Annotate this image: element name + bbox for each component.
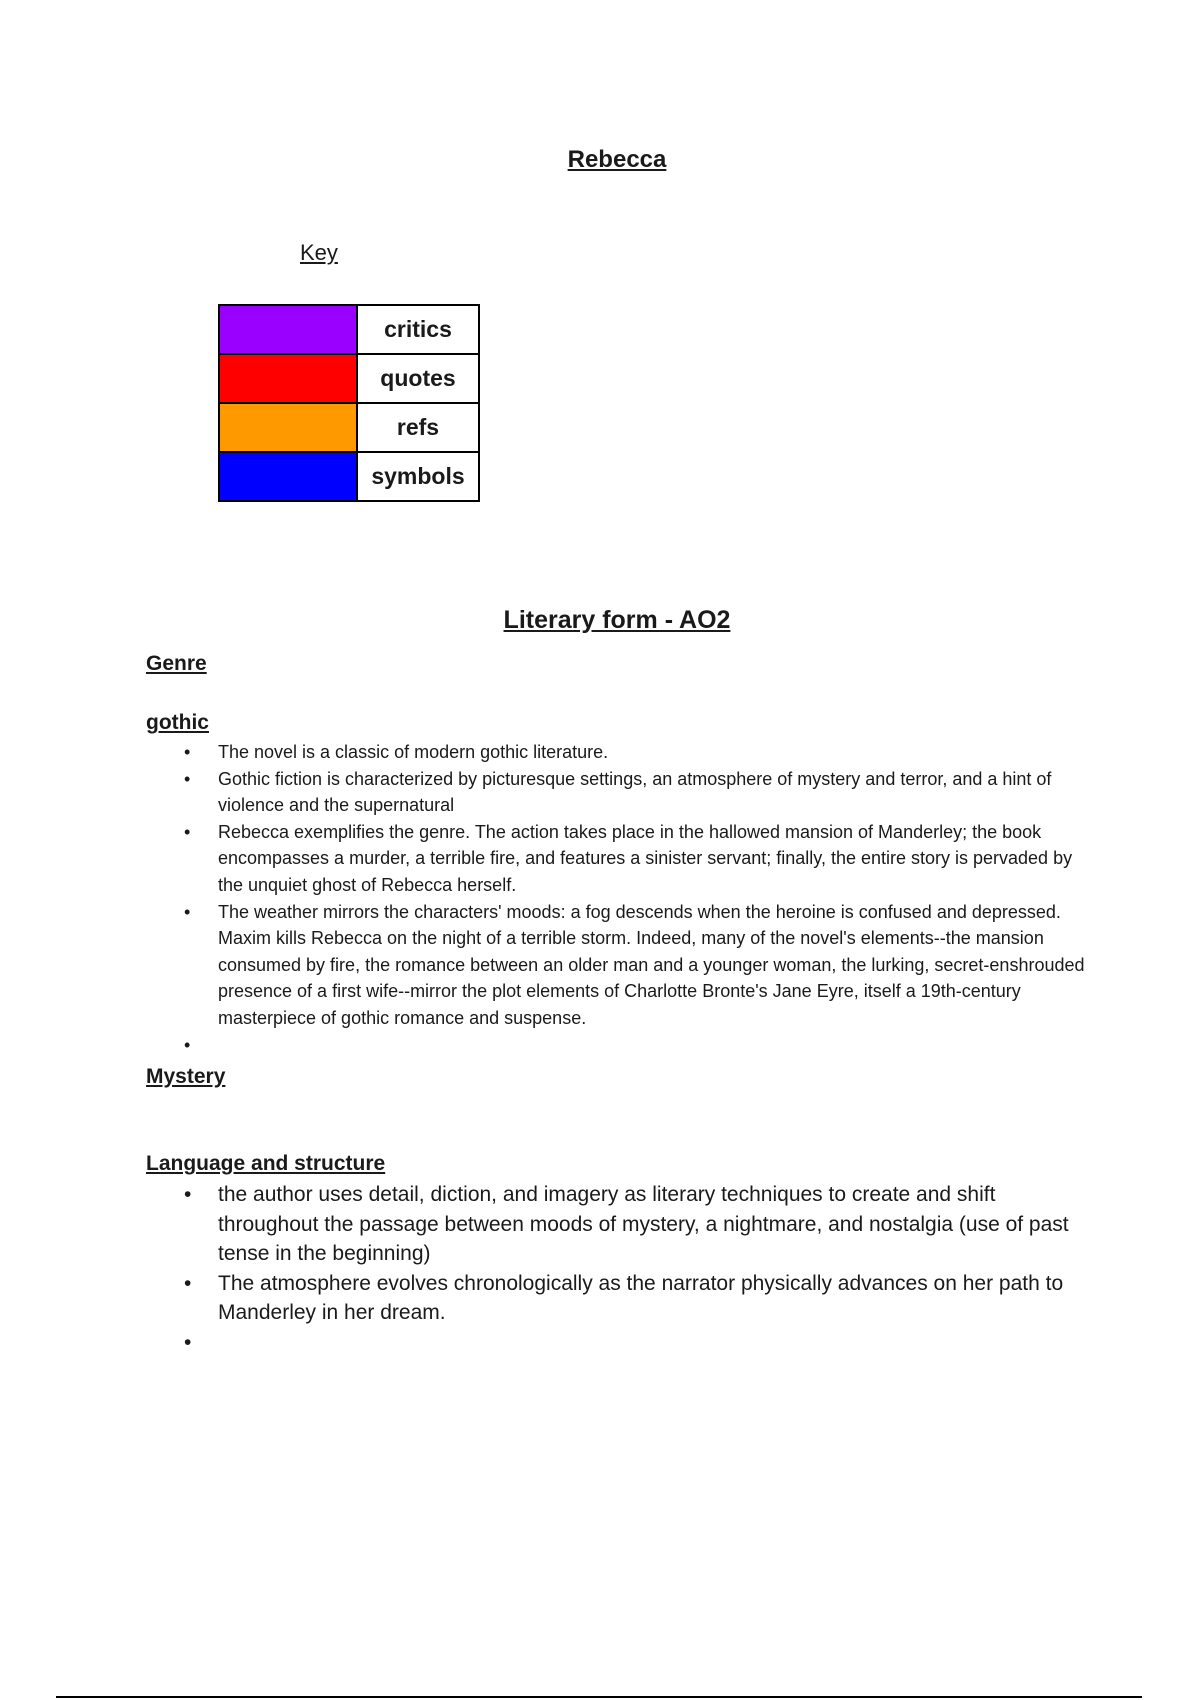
color-swatch-quotes — [219, 354, 357, 403]
list-item-text: Gothic fiction is characterized by picturesque settings, an atmosphere of mystery and terror, and a hint of violence and the supernatural — [218, 768, 1052, 816]
list-item-text: The weather mirrors the characters' moods: a fog descends when the heroine is confused and depressed. Maxim kills Rebecca on the night of a terrible storm. Indeed, many of the novel's elements--the mansion consumed by fire, the romance between an older man and a younger woman, the lurking, secret-enshrouded presence of a first wife--mirror the plot elements of Charlotte Bronte's Jane Eyre, itself a 19th-century masterpiece of gothic romance and suspense. — [218, 901, 1085, 1028]
section-title: Literary form - AO2 — [503, 606, 731, 634]
page-bottom-divider — [56, 1696, 1142, 1698]
list-item-text: The atmosphere evolves chronologically as the narrator physically advances on her path to Manderley in her dream. — [218, 1271, 1064, 1324]
list-item — [146, 1328, 1096, 1357]
key-label-refs: refs — [357, 403, 479, 452]
list-item-text: The novel is a classic of modern gothic literature. — [218, 742, 609, 762]
color-swatch-refs — [219, 403, 357, 452]
language-bullet-list — [146, 1180, 1096, 1357]
bullet-dot: • — [184, 1183, 192, 1206]
key-row-symbols — [219, 452, 479, 501]
list-item — [146, 1180, 1096, 1269]
gothic-heading: gothic — [146, 711, 209, 734]
bullet-dot: • — [184, 742, 191, 762]
key-label: Key — [300, 240, 338, 265]
mystery-heading: Mystery — [146, 1065, 226, 1088]
key-row-quotes — [219, 354, 479, 403]
language-structure-heading: Language and structure — [146, 1152, 386, 1175]
key-row-refs — [219, 403, 479, 452]
list-item-text: Rebecca exemplifies the genre. The action takes place in the hallowed mansion of Manderley; the book encompasses a murder, a terrible fire, and features a sinister servant; finally, the entire story is pervaded by the unquiet ghost of Rebecca herself. — [218, 821, 1073, 895]
list-item — [146, 1032, 1096, 1058]
key-table — [218, 304, 480, 502]
bullet-dot: • — [184, 1271, 192, 1295]
document-title: Rebecca — [567, 146, 667, 173]
bullet-dot: • — [184, 1330, 192, 1354]
key-label-critics: critics — [357, 305, 479, 354]
gothic-bullet-list — [146, 739, 1096, 1058]
key-label-symbols: symbols — [357, 452, 479, 501]
list-item — [146, 1269, 1096, 1328]
color-swatch-critics — [219, 305, 357, 354]
list-item — [146, 819, 1096, 899]
key-row-critics — [219, 305, 479, 354]
key-label-quotes: quotes — [357, 354, 479, 403]
list-item — [146, 899, 1096, 1032]
color-swatch-symbols — [219, 452, 357, 501]
list-item-text: the author uses detail, diction, and imagery as literary techniques to create and shift throughout the passage between moods of mystery, a nightmare, and nostalgia (use of past tense in the beginning) — [218, 1183, 1069, 1265]
list-item — [146, 766, 1096, 819]
genre-heading: Genre — [146, 652, 207, 675]
bullet-dot: • — [184, 768, 191, 789]
bullet-dot: • — [184, 1034, 191, 1055]
list-item — [146, 739, 1096, 766]
bullet-dot: • — [184, 901, 191, 922]
bullet-dot: • — [184, 821, 191, 842]
